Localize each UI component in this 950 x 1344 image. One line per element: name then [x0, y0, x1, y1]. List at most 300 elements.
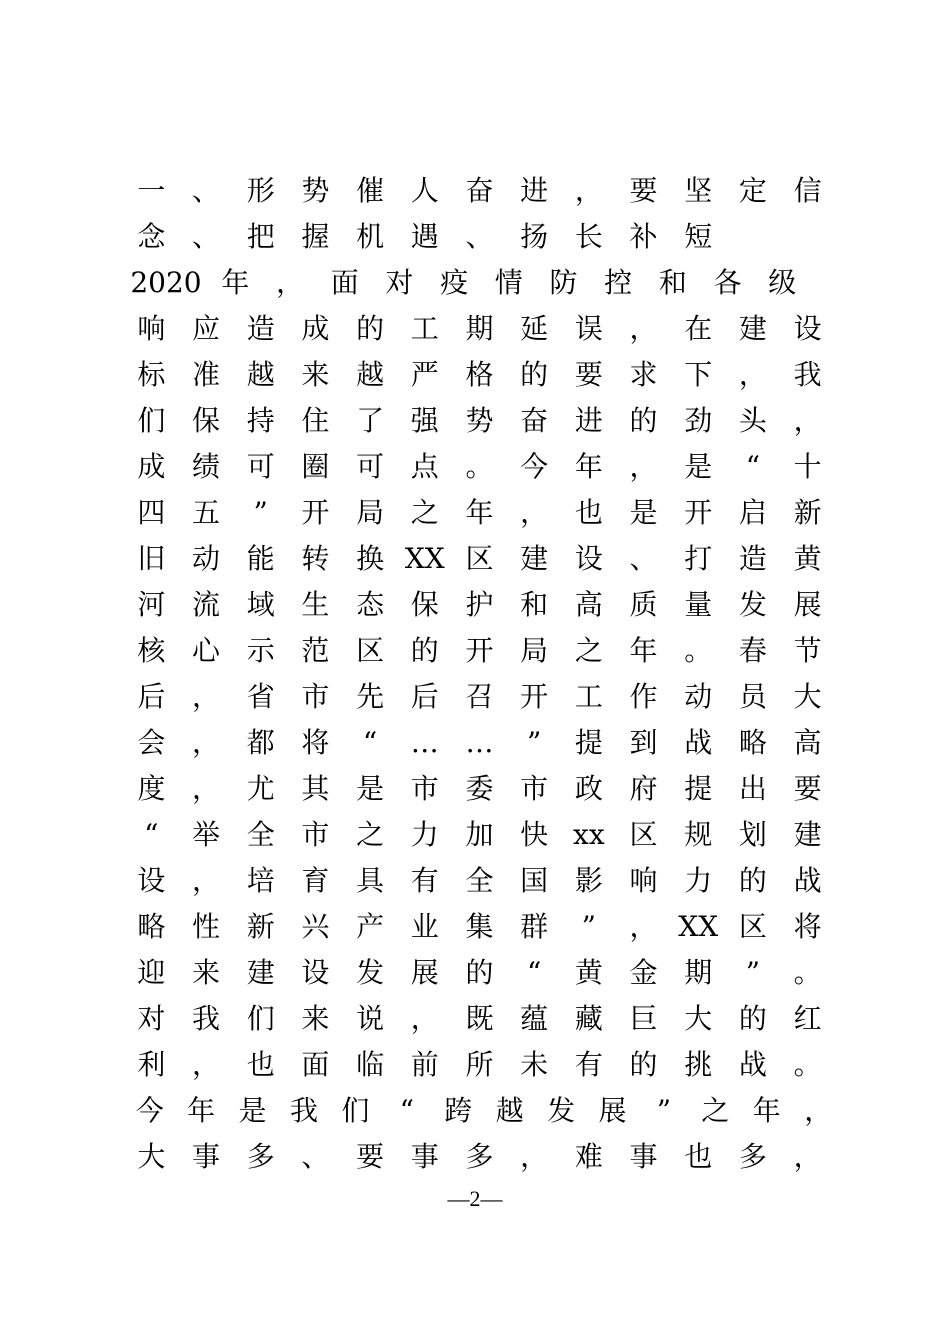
text-char: 培: [246, 864, 275, 897]
text-char: 之: [356, 818, 385, 851]
text-char: 坚: [684, 174, 713, 207]
text-char: 保: [410, 588, 439, 621]
text-line: [124, 904, 844, 950]
text-char: 后: [137, 680, 166, 713]
text-char: 短: [684, 220, 713, 253]
text-char: 战: [738, 1048, 767, 1081]
text-char: 新: [793, 496, 822, 529]
text-char: 作: [629, 680, 658, 713]
text-char: 控: [604, 266, 633, 299]
text-char: 的: [465, 956, 494, 989]
text-char: 域: [246, 588, 275, 621]
text-char: 们: [341, 1094, 370, 1127]
text-char: 黄: [574, 956, 603, 989]
text-char: 多: [246, 1140, 275, 1173]
text-char: 临: [356, 1048, 385, 1081]
text-char: 。: [684, 634, 713, 667]
text-char: 核: [137, 634, 166, 667]
text-char: 要: [356, 1140, 385, 1173]
text-char: 、: [465, 220, 494, 253]
text-char: 产: [356, 910, 385, 943]
text-char: 提: [574, 726, 603, 759]
text-char: 年: [629, 634, 658, 667]
text-char: 区: [629, 818, 658, 851]
text-char: 迎: [137, 956, 166, 989]
text-char: 新: [246, 910, 275, 943]
text-char: 催: [356, 174, 385, 207]
text-char: 示: [246, 634, 275, 667]
text-line: [124, 996, 844, 1042]
text-char: 略: [137, 910, 166, 943]
text-char: 所: [465, 1048, 494, 1081]
text-char: 之: [701, 1094, 730, 1127]
text-char: 局: [356, 496, 385, 529]
text-char: 了: [356, 404, 385, 437]
text-char: 大: [793, 680, 822, 713]
text-char: 能: [246, 542, 275, 575]
text-char: 定: [738, 174, 767, 207]
text-char: 市: [410, 772, 439, 805]
text-char: 形: [246, 174, 275, 207]
text-char: 群: [520, 910, 549, 943]
text-char: 和: [520, 588, 549, 621]
text-char: 四: [137, 496, 166, 529]
text-char: 将: [301, 726, 330, 759]
text-char: 可: [246, 450, 275, 483]
text-char: 动: [192, 542, 221, 575]
text-char: 也: [684, 1140, 713, 1173]
text-char: 范: [301, 634, 330, 667]
page-number: —2—: [447, 1186, 503, 1211]
text-char: 将: [793, 910, 822, 943]
text-char: “: [526, 956, 542, 989]
text-char: 说: [356, 1002, 385, 1035]
text-char: 建: [738, 312, 767, 345]
text-char: 省: [246, 680, 275, 713]
text-char: 握: [301, 220, 330, 253]
text-char: 建: [520, 542, 549, 575]
text-line: [124, 260, 844, 306]
text-char: 造: [246, 312, 275, 345]
text-char: 、: [301, 1140, 330, 1173]
text-char: 利: [137, 1048, 166, 1081]
body-text: [124, 168, 844, 1180]
text-char: 护: [465, 588, 494, 621]
text-char: ，: [192, 726, 221, 759]
text-char: 黄: [793, 542, 822, 575]
text-char: 前: [410, 1048, 439, 1081]
text-char: 河: [137, 588, 166, 621]
text-char: ”: [526, 726, 542, 759]
text-char: 越: [246, 358, 275, 391]
text-char: 标: [137, 358, 166, 391]
text-char: 信: [793, 174, 822, 207]
text-char: 快: [520, 818, 549, 851]
text-line: [124, 674, 844, 720]
text-char: ”: [581, 910, 596, 943]
text-char: 工: [574, 680, 603, 713]
text-char: 举: [192, 818, 221, 851]
text-char: 念: [137, 220, 166, 253]
text-char: 响: [137, 312, 166, 345]
text-char: 强: [410, 404, 439, 437]
text-char: 开: [520, 680, 549, 713]
text-char: 期: [465, 312, 494, 345]
text-line: [124, 352, 844, 398]
text-char: ，: [192, 1048, 221, 1081]
text-char: 全: [465, 864, 494, 897]
text-char: 2020: [130, 266, 202, 299]
text-char: 业: [410, 910, 439, 943]
text-char: 市: [520, 772, 549, 805]
text-char: ，: [629, 910, 658, 943]
text-char: 遇: [410, 220, 439, 253]
text-char: 局: [520, 634, 549, 667]
text-char: 成: [301, 312, 330, 345]
text-line: [124, 1088, 844, 1134]
text-char: 难: [574, 1140, 603, 1173]
text-char: 今: [520, 450, 549, 483]
text-char: ，: [520, 496, 549, 529]
text-char: 发: [738, 588, 767, 621]
text-char: 换: [356, 542, 385, 575]
text-char: 多: [465, 1140, 494, 1173]
text-char: 保: [192, 404, 221, 437]
text-char: 既: [465, 1002, 494, 1035]
text-char: 势: [301, 174, 330, 207]
text-char: 也: [574, 496, 603, 529]
text-char: ，: [192, 772, 221, 805]
text-char: 挑: [684, 1048, 713, 1081]
text-char: 年: [574, 450, 603, 483]
text-char: 奋: [520, 404, 549, 437]
text-char: 态: [356, 588, 385, 621]
text-line: [124, 858, 844, 904]
text-char: 藏: [574, 1002, 603, 1035]
text-char: 跨: [444, 1094, 473, 1127]
text-char: 划: [738, 818, 767, 851]
text-char: 巨: [629, 1002, 658, 1035]
text-char: 提: [684, 772, 713, 805]
text-char: 力: [410, 818, 439, 851]
text-line: [124, 1042, 844, 1088]
text-char: 高: [574, 588, 603, 621]
text-char: 可: [356, 450, 385, 483]
text-char: “: [745, 450, 761, 483]
text-char: 工: [410, 312, 439, 345]
text-char: 展: [598, 1094, 627, 1127]
text-char: 大: [684, 1002, 713, 1035]
text-char: 严: [410, 358, 439, 391]
text-char: 点: [410, 450, 439, 483]
text-char: ，: [574, 174, 603, 207]
text-char: “: [399, 1094, 414, 1127]
text-char: 员: [738, 680, 767, 713]
text-char: 政: [574, 772, 603, 805]
text-char: 委: [465, 772, 494, 805]
text-char: ，: [276, 266, 305, 299]
text-char: 都: [246, 726, 275, 759]
text-char: 后: [410, 680, 439, 713]
text-char: 年: [752, 1094, 781, 1127]
text-char: 势: [465, 404, 494, 437]
text-char: 事: [410, 1140, 439, 1173]
text-char: 春: [738, 634, 767, 667]
text-char: 是: [356, 772, 385, 805]
text-char: 五: [192, 496, 221, 529]
text-char: 节: [793, 634, 822, 667]
text-line: [124, 720, 844, 766]
text-char: 流: [192, 588, 221, 621]
text-char: 来: [301, 358, 330, 391]
text-char: 略: [738, 726, 767, 759]
text-char: 尤: [246, 772, 275, 805]
text-char: 展: [410, 956, 439, 989]
text-char: 头: [738, 404, 767, 437]
text-char: 开: [465, 634, 494, 667]
text-char: 响: [629, 864, 658, 897]
text-char: 设: [574, 542, 603, 575]
text-line: [124, 490, 844, 536]
text-char: ，: [410, 1002, 439, 1035]
text-char: 其: [301, 772, 330, 805]
text-char: ，: [629, 312, 658, 345]
text-char: 的: [629, 1048, 658, 1081]
text-char: 进: [520, 174, 549, 207]
text-char: 的: [356, 312, 385, 345]
text-char: 。: [465, 450, 494, 483]
text-line: [124, 306, 844, 352]
text-line: [124, 950, 844, 996]
text-char: 区: [465, 542, 494, 575]
text-char: 质: [629, 588, 658, 621]
text-char: 进: [574, 404, 603, 437]
text-char: 展: [793, 588, 822, 621]
text-char: 今: [135, 1094, 164, 1127]
text-char: 事: [192, 1140, 221, 1173]
text-char: 各: [713, 266, 742, 299]
text-char: 把: [246, 220, 275, 253]
text-char: ，: [793, 404, 822, 437]
text-char: 、: [629, 542, 658, 575]
text-char: 一: [137, 174, 166, 207]
text-char: 建: [246, 956, 275, 989]
text-char: ，: [192, 680, 221, 713]
text-char: 格: [465, 358, 494, 391]
text-char: 越: [356, 358, 385, 391]
text-line: [124, 766, 844, 812]
text-char: 们: [246, 1002, 275, 1035]
text-char: “: [144, 818, 159, 851]
text-char: 设: [137, 864, 166, 897]
text-char: 先: [356, 680, 385, 713]
text-char: xx: [573, 818, 605, 851]
text-char: 国: [520, 864, 549, 897]
text-char: 我: [793, 358, 822, 391]
text-char: 下: [684, 358, 713, 391]
text-char: 市: [301, 818, 330, 851]
text-char: 、: [192, 220, 221, 253]
text-char: 求: [629, 358, 658, 391]
text-char: 生: [301, 588, 330, 621]
text-char: 的: [520, 358, 549, 391]
text-char: 具: [356, 864, 385, 897]
text-char: 多: [738, 1140, 767, 1173]
text-char: 长: [574, 220, 603, 253]
text-char: 情: [494, 266, 523, 299]
text-char: 战: [684, 726, 713, 759]
text-char: XX: [404, 542, 445, 575]
text-char: 年: [465, 496, 494, 529]
text-char: 误: [574, 312, 603, 345]
text-char: 的: [738, 864, 767, 897]
text-char: 开: [301, 496, 330, 529]
text-char: ”: [656, 1094, 672, 1127]
text-char: 发: [547, 1094, 576, 1127]
text-char: 十: [793, 450, 822, 483]
text-line: [124, 168, 844, 214]
text-char: 有: [410, 864, 439, 897]
text-char: ”: [745, 956, 761, 989]
text-line: [124, 214, 844, 260]
text-char: 兴: [301, 910, 330, 943]
text-char: 、: [192, 174, 221, 207]
text-char: 育: [301, 864, 330, 897]
text-char: 打: [684, 542, 713, 575]
text-char: 区: [738, 910, 767, 943]
text-char: “: [362, 726, 378, 759]
text-char: 级: [768, 266, 797, 299]
text-char: 要: [574, 358, 603, 391]
text-char: 设: [301, 956, 330, 989]
text-char: 府: [629, 772, 658, 805]
text-char: 区: [356, 634, 385, 667]
text-char: ，: [629, 450, 658, 483]
text-char: 高: [793, 726, 822, 759]
text-char: 会: [137, 726, 166, 759]
text-line: [124, 398, 844, 444]
text-char: 的: [410, 634, 439, 667]
text-char: 补: [629, 220, 658, 253]
text-char: 心: [192, 634, 221, 667]
text-char: 集: [465, 910, 494, 943]
text-char: 力: [684, 864, 713, 897]
text-char: 绩: [192, 450, 221, 483]
text-char: 红: [793, 1002, 822, 1035]
text-char: 造: [738, 542, 767, 575]
text-char: 扬: [520, 220, 549, 253]
text-char: 对: [137, 1002, 166, 1035]
text-char: 机: [356, 220, 385, 253]
text-char: 事: [629, 1140, 658, 1173]
text-line: [124, 444, 844, 490]
text-char: 之: [410, 496, 439, 529]
text-char: 建: [793, 818, 822, 851]
text-char: 期: [684, 956, 713, 989]
text-char: 全: [246, 818, 275, 851]
text-char: 的: [738, 1002, 767, 1035]
text-char: 启: [738, 496, 767, 529]
text-char: 规: [684, 818, 713, 851]
text-char: 延: [520, 312, 549, 345]
text-char: 。: [793, 1048, 822, 1081]
text-char: 应: [192, 312, 221, 345]
text-char: 们: [137, 404, 166, 437]
text-char: 是: [629, 496, 658, 529]
text-char: 和: [658, 266, 687, 299]
text-line: [124, 536, 844, 582]
text-char: 奋: [465, 174, 494, 207]
text-char: 面: [301, 1048, 330, 1081]
text-char: 战: [793, 864, 822, 897]
text-char: 是: [684, 450, 713, 483]
text-char: …: [465, 726, 494, 759]
text-char: 到: [629, 726, 658, 759]
text-char: 人: [410, 174, 439, 207]
text-char: 开: [684, 496, 713, 529]
text-char: 来: [192, 956, 221, 989]
text-char: ，: [738, 358, 767, 391]
text-char: 大: [137, 1140, 166, 1173]
text-char: 要: [793, 772, 822, 805]
text-line: [124, 1134, 844, 1180]
text-char: 面: [330, 266, 359, 299]
text-char: 疫: [440, 266, 469, 299]
text-char: 也: [246, 1048, 275, 1081]
text-char: 之: [574, 634, 603, 667]
text-char: 持: [246, 404, 275, 437]
text-char: 量: [684, 588, 713, 621]
text-char: 在: [684, 312, 713, 345]
text-line: [124, 582, 844, 628]
text-char: 对: [385, 266, 414, 299]
text-char: 越: [495, 1094, 524, 1127]
text-char: 未: [520, 1048, 549, 1081]
text-line: [124, 628, 844, 674]
text-char: ，: [804, 1094, 833, 1127]
text-char: 是: [238, 1094, 267, 1127]
text-char: 发: [356, 956, 385, 989]
text-char: 金: [629, 956, 658, 989]
text-char: 出: [738, 772, 767, 805]
text-char: 转: [301, 542, 330, 575]
text-char: 住: [301, 404, 330, 437]
text-char: 召: [465, 680, 494, 713]
text-char: 年: [187, 1094, 216, 1127]
text-char: 我: [192, 1002, 221, 1035]
text-char: 要: [629, 174, 658, 207]
text-char: 旧: [137, 542, 166, 575]
text-char: 动: [684, 680, 713, 713]
text-char: …: [410, 726, 439, 759]
text-char: 市: [301, 680, 330, 713]
text-char: 度: [137, 772, 166, 805]
text-char: ，: [192, 864, 221, 897]
text-char: 。: [793, 956, 822, 989]
text-line: [124, 812, 844, 858]
text-char: 我: [289, 1094, 318, 1127]
text-char: 设: [793, 312, 822, 345]
text-char: XX: [678, 910, 719, 943]
text-char: 防: [549, 266, 578, 299]
text-char: 性: [192, 910, 221, 943]
text-char: 准: [192, 358, 221, 391]
text-char: 成: [137, 450, 166, 483]
text-char: 影: [574, 864, 603, 897]
text-char: 年: [221, 266, 250, 299]
text-char: ，: [520, 1140, 549, 1173]
text-char: ，: [793, 1140, 822, 1173]
